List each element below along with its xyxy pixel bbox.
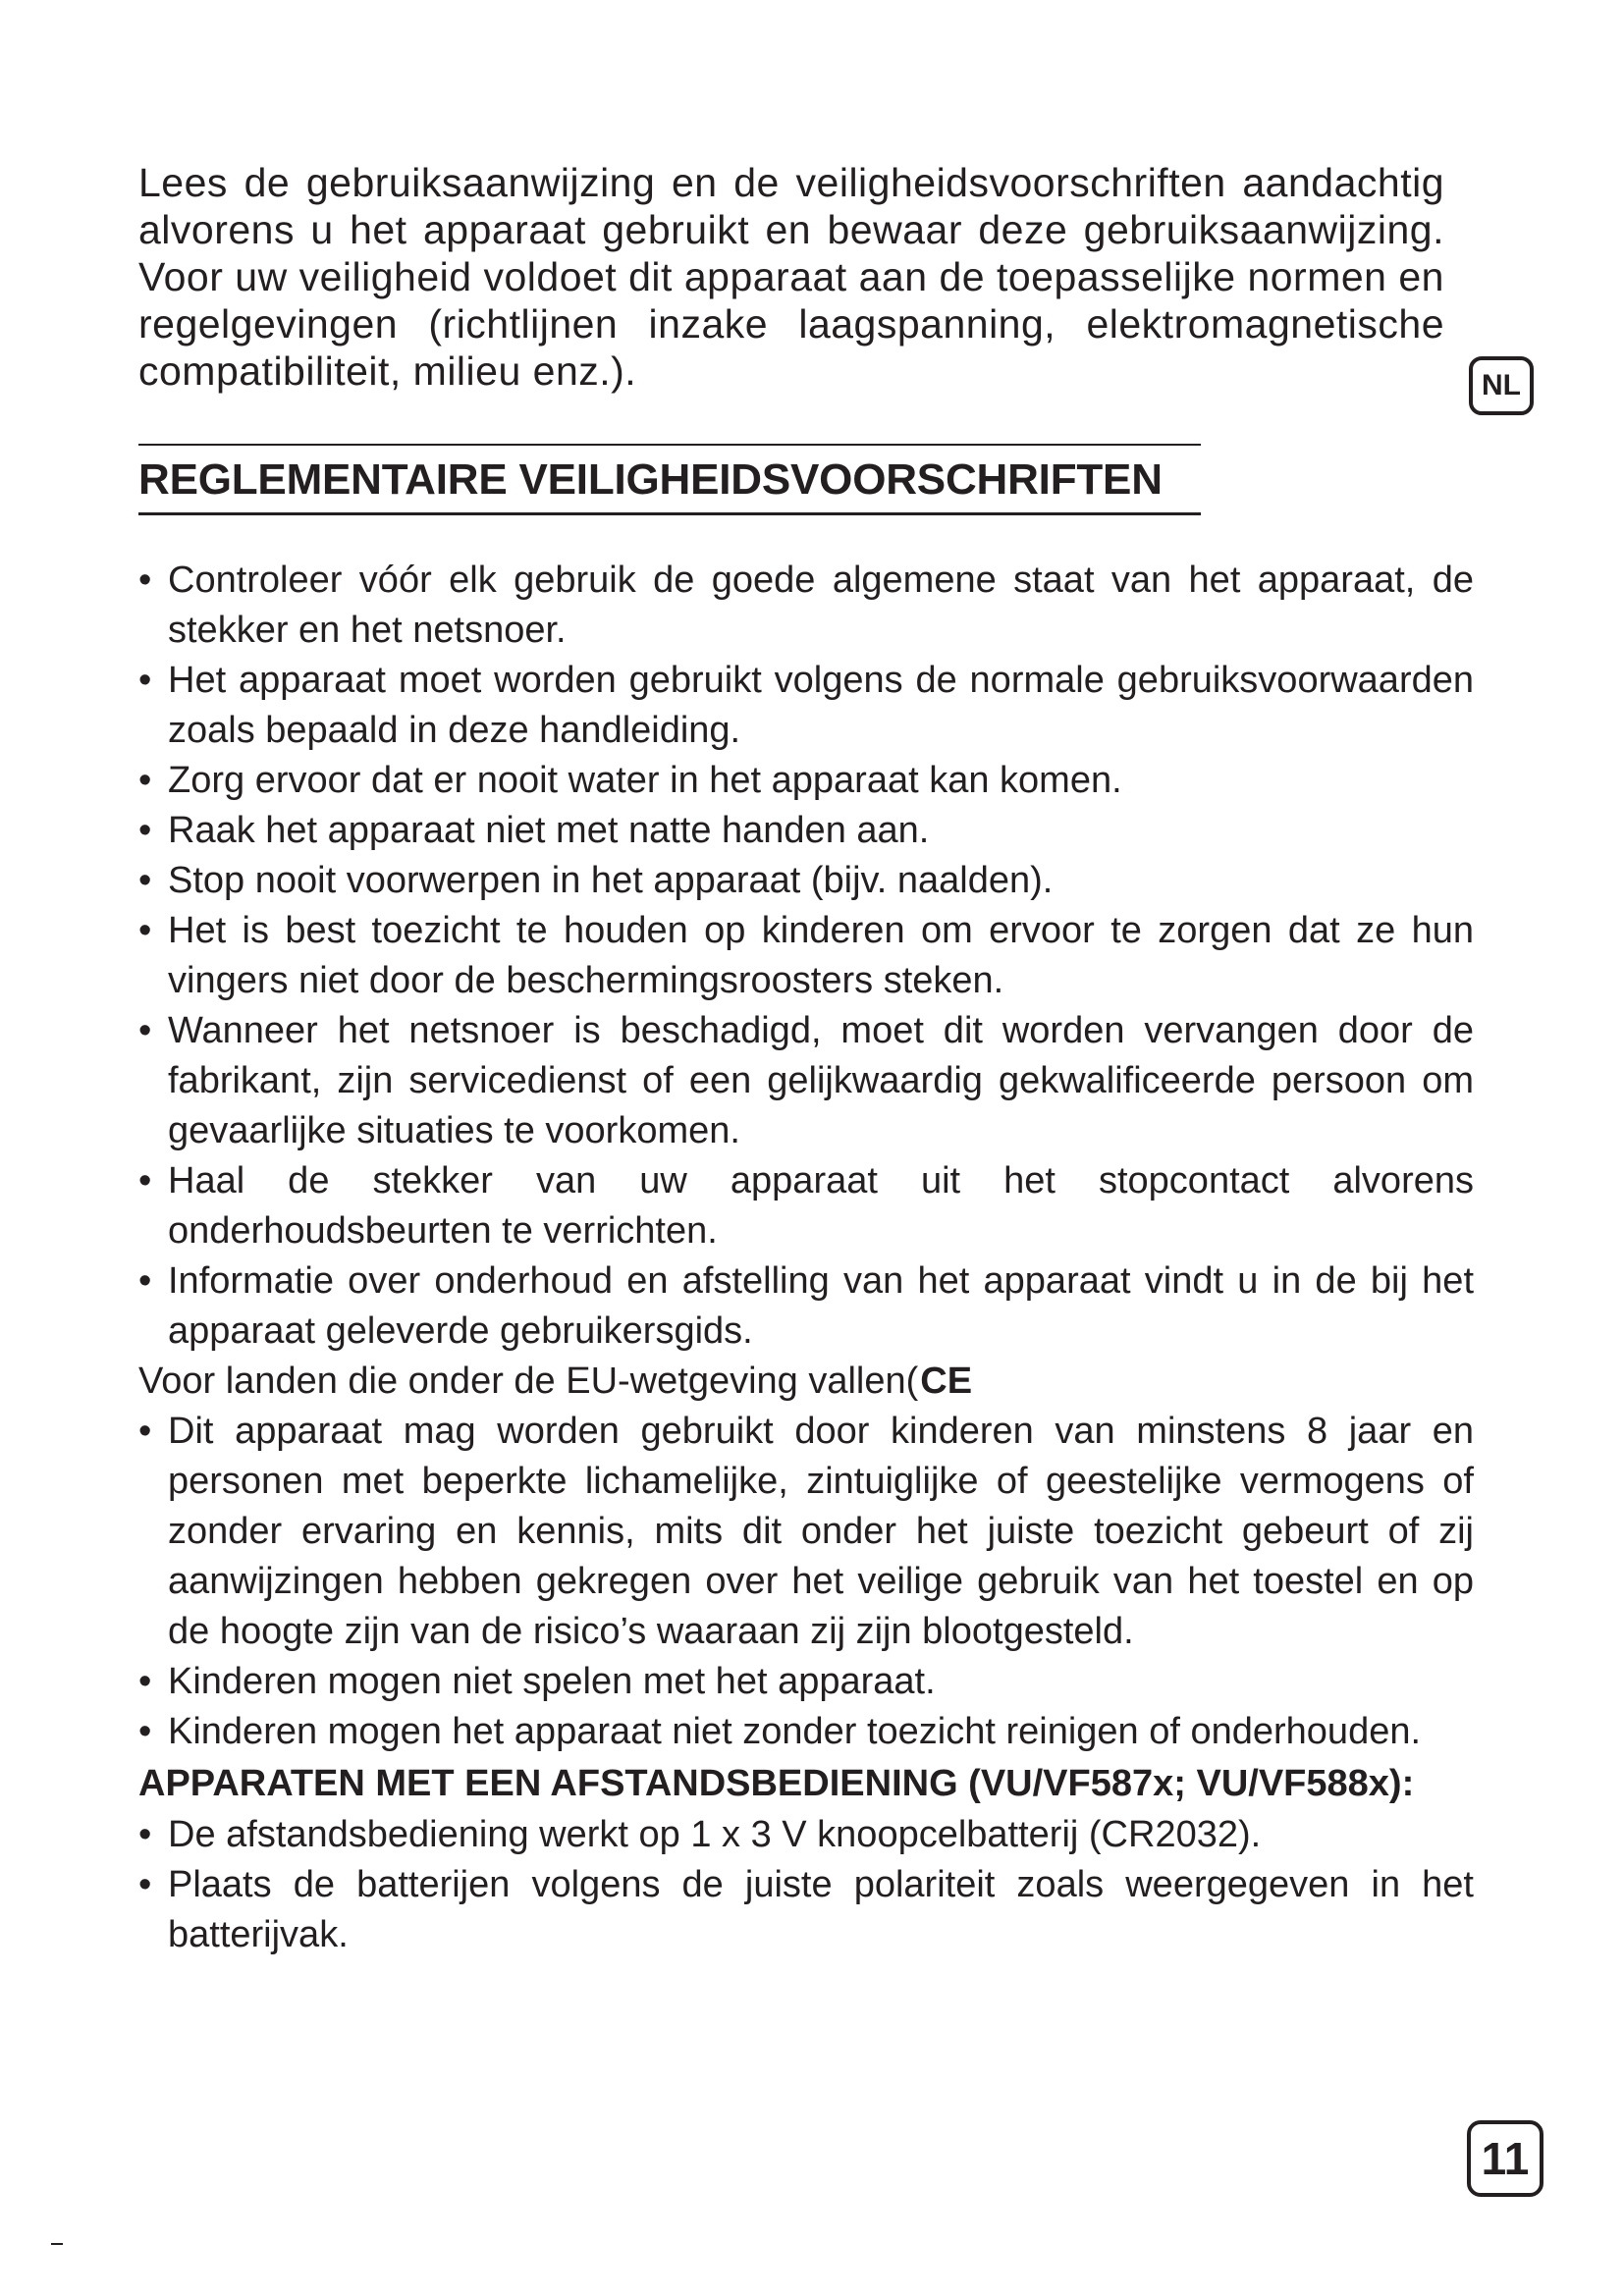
rule-item: • Haal de stekker van uw apparaat uit het stopcontact alvorens onderhoudsbeurten te verrichten. [138, 1156, 1474, 1256]
eu-rule-item: • Kinderen mogen het apparaat niet zonder toezicht reinigen of onderhouden. [138, 1707, 1474, 1757]
page-number: 11 [1467, 2120, 1543, 2197]
eu-rule-item: • Dit apparaat mag worden gebruikt door kinderen van minstens 8 jaar en personen met beperkte lichamelijke, zintuiglijke of geestelijke vermogens of zonder ervaring en kennis, mits dit onder het juiste toezicht gebeurt of zij aanwijzingen hebben gekregen over het veilige gebruik van het toestel en op de hoogte zijn van de risico’s waaraan zij zijn blootgesteld. [138, 1407, 1474, 1657]
remote-rule-item: • Plaats de batterijen volgens de juiste polariteit zoals weergegeven in het batterijvak. [138, 1860, 1474, 1960]
section-title: REGLEMENTAIRE VEILIGHEIDSVOORSCHRIFTEN [138, 444, 1201, 515]
rule-item: • Zorg ervoor dat er nooit water in het apparaat kan komen. [138, 756, 1474, 806]
print-mark [51, 2243, 63, 2245]
rule-item: • Het apparaat moet worden gebruikt volgens de normale gebruiksvoorwaarden zoals bepaald in deze handleiding. [138, 656, 1474, 756]
ce-mark-icon: CE [920, 1361, 973, 1402]
eu-note-text: Voor landen die onder de EU-wetgeving vallen( [138, 1361, 919, 1402]
rule-item: • Raak het apparaat niet met natte handen aan. [138, 806, 1474, 856]
rule-item: • Wanneer het netsnoer is beschadigd, moet dit worden vervangen door de fabrikant, zijn servicedienst of een gelijkwaardig gekwalificeerde persoon om gevaarlijke situaties te voorkomen. [138, 1006, 1474, 1156]
remote-control-heading: APPARATEN MET EEN AFSTANDSBEDIENING (VU/VF587x; VU/VF588x): [138, 1763, 1415, 1804]
intro-paragraph: Lees de gebruiksaanwijzing en de veiligheidsvoorschriften aandachtig alvorens u het apparaat gebruikt en bewaar deze gebruiksaanwijzing. Voor uw veiligheid voldoet dit apparaat aan de toepasselijke normen en regelgevingen (richtlijnen inzake laagspanning, elektromagnetische compatibiliteit, milieu enz.). [138, 160, 1444, 394]
rule-item: • Stop nooit voorwerpen in het apparaat (bijv. naalden). [138, 856, 1474, 906]
language-badge: NL [1469, 356, 1534, 415]
safety-rules-list [138, 556, 1474, 1960]
eu-rule-item: • Kinderen mogen niet spelen met het apparaat. [138, 1657, 1474, 1707]
remote-rule-item: • De afstandsbediening werkt op 1 x 3 V knoopcelbatterij (CR2032). [138, 1810, 1474, 1860]
rule-item: • Het is best toezicht te houden op kinderen om ervoor te zorgen dat ze hun vingers niet door de beschermingsroosters steken. [138, 906, 1474, 1006]
eu-note [138, 1357, 1474, 1407]
rule-item: • Controleer vóór elk gebruik de goede algemene staat van het apparaat, de stekker en het netsnoer. [138, 556, 1474, 656]
rule-item: • Informatie over onderhoud en afstelling van het apparaat vindt u in de bij het apparaat geleverde gebruikersgids. [138, 1256, 1474, 1357]
